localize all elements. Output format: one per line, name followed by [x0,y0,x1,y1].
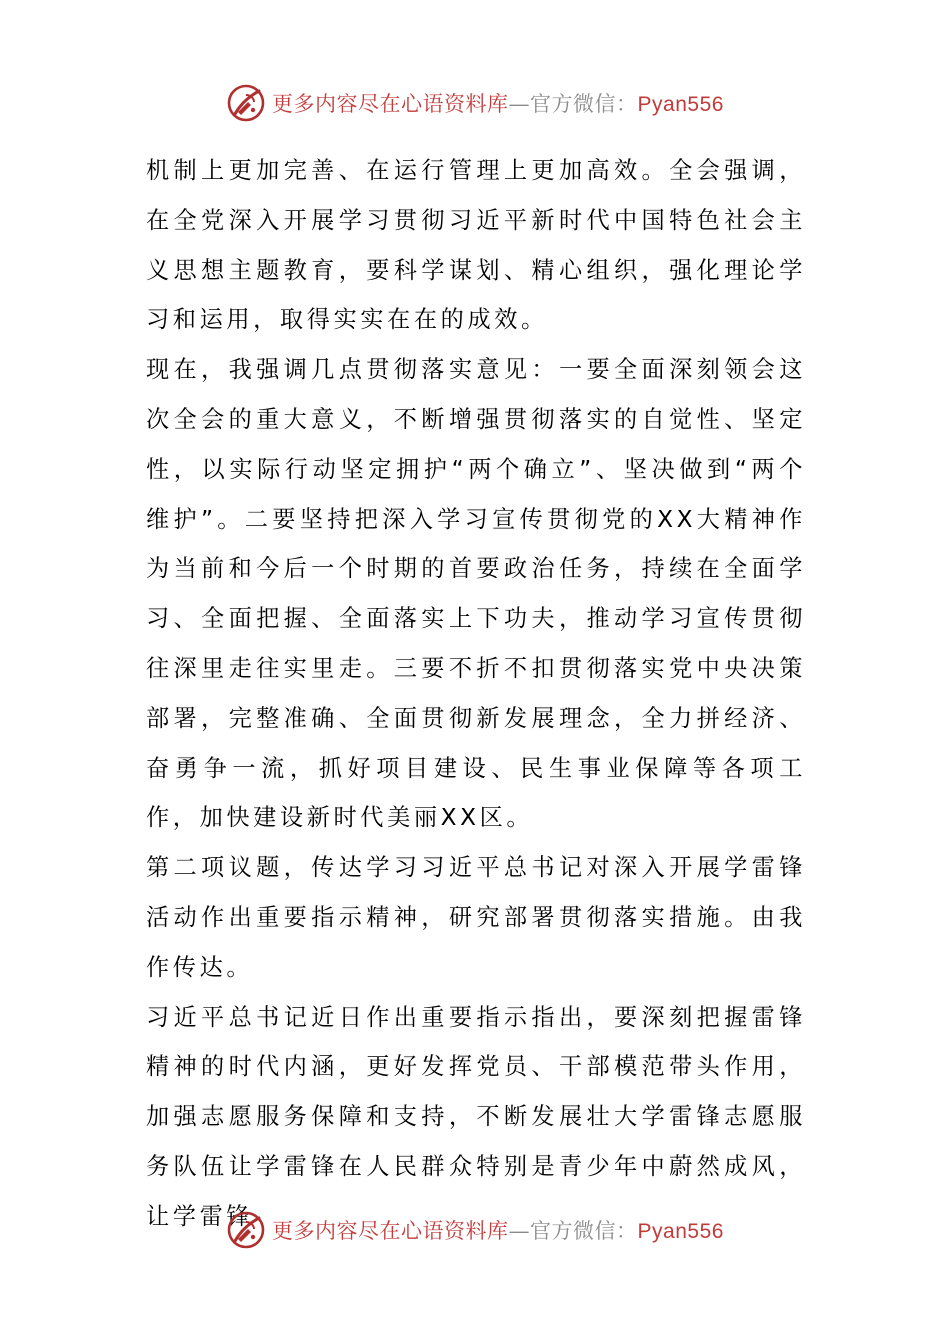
pen-logo-icon [226,1210,266,1250]
header-banner-text [272,88,724,118]
footer-site-name: 更多内容尽在心语资料库 [272,1219,509,1243]
footer-banner [0,1207,950,1253]
document-body [146,146,806,1242]
body-paragraph: 第二项议题，传达学习习近平总书记对深入开展学雷锋活动作出重要指示精神，研究部署贯彻落实措施。由我作传达。 [146,854,806,981]
pen-logo-icon [226,83,266,123]
header-wechat-label: 官方微信： [530,92,638,116]
header-wechat-handle: Pyan556 [637,93,724,116]
body-paragraph: 机制上更加完善、在运行管理上更加高效。全会强调，在全党深入开展学习贯彻习近平新时代中国特色社会主义思想主题教育，要科学谋划、精心组织，强化理论学习和运用，取得实实在在的成效。 [146,157,806,334]
header-banner [0,80,950,126]
footer-wechat-handle: Pyan556 [637,1220,724,1243]
header-site-name: 更多内容尽在心语资料库 [272,92,509,116]
footer-dash: — [508,1219,531,1243]
body-paragraph: 习近平总书记近日作出重要指示指出，要深刻把握雷锋精神的时代内涵，更好发挥党员、干部模范带头作用，加强志愿服务保障和支持，不断发展壮大学雷锋志愿服务队伍让学雷锋在人民群众特别是青少年中蔚然成风，让学雷锋 [146,1003,806,1230]
header-dash: — [508,92,531,116]
footer-wechat-label: 官方微信： [530,1219,638,1243]
footer-banner-text [272,1215,724,1245]
body-paragraph: 现在，我强调几点贯彻落实意见：一要全面深刻领会这次全会的重大意义，不断增强贯彻落实的自觉性、坚定性，以实际行动坚定拥护“两个确立”、坚决做到“两个维护”。二要坚持把深入学习宣传贯彻党的XX大精神作为当前和今后一个时期的首要政治任务，持续在全面学习、全面把握、全面落实上下功夫，推动学习宣传贯彻往深里走往实里走。三要不折不扣贯彻落实党中央决策部署，完整准确、全面贯彻新发展理念，全力拼经济、奋勇争一流，抓好项目建设、民生事业保障等各项工作，加快建设新时代美丽XX区。 [146,356,806,832]
